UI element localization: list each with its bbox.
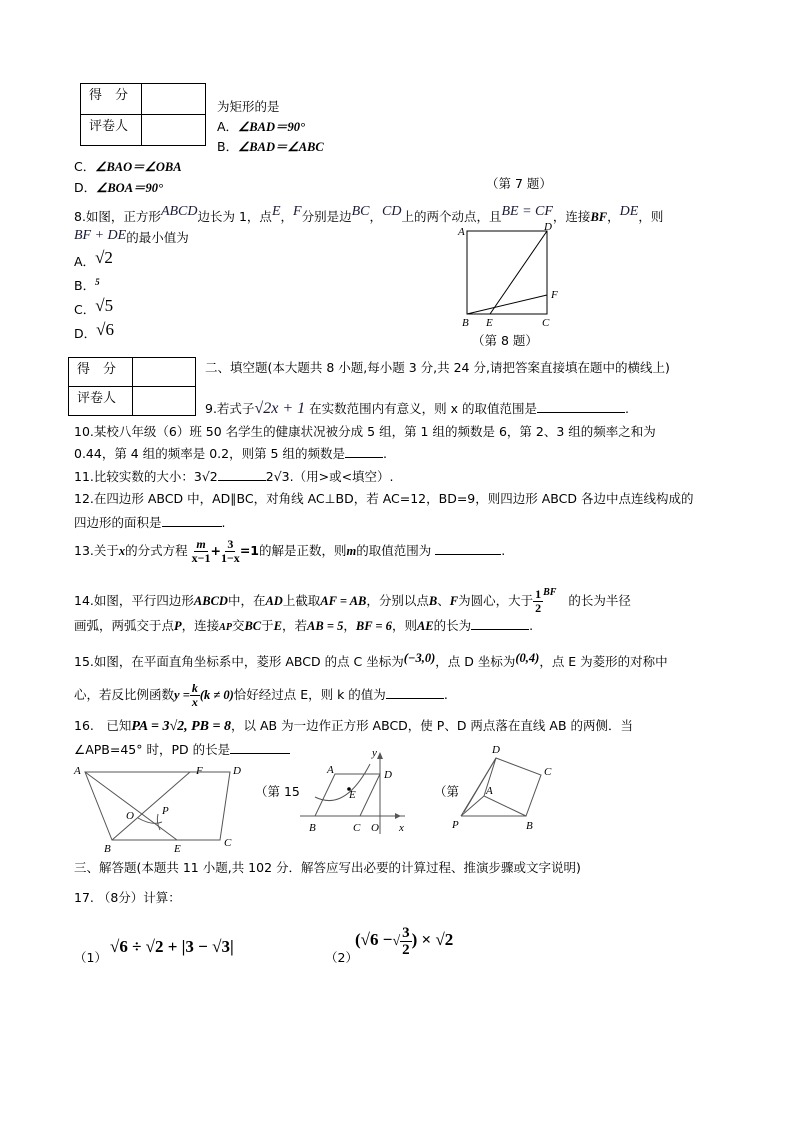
label-B: B: [104, 843, 111, 855]
q12-answer-blank[interactable]: [162, 514, 222, 527]
score-label: 得 分: [81, 84, 142, 115]
label-O: O: [126, 810, 134, 822]
q10-line1: 10.某校八年级（6）班 50 名学生的健康状况被分成 5 组，第 1 组的频数是 6，第 2、3 组的频率之和为: [74, 424, 656, 439]
label-P: P: [452, 819, 459, 831]
section2-heading: 二、填空题(本大题共 8 小题,每小题 3 分,共 24 分,请把答案直接填在题中的横线上): [205, 360, 670, 375]
label-E: E: [486, 317, 493, 329]
q14-line2: 画弧，两弧交于点P，连接AP交BC于E，若AB = 5，BF = 6，则AE的长为 .: [74, 618, 534, 633]
label-C: C: [542, 317, 550, 329]
q16-figure-caption: （第: [434, 784, 460, 799]
q13: 13.关于x的分式方程 $\frac{m}{x-1}$ + $\frac{3}{1-x}$ =1的解是正数，则m的取值范围为 .: [74, 537, 506, 565]
q8-option-c: C．√5: [74, 296, 114, 317]
q12-line1: 12.在四边形 ABCD 中，AD∥BC，对角线 AC⊥BD，若 AC=12，BD=9，则四边形 ABCD 各边中点连线构成的: [74, 491, 694, 506]
q7-stem: 为矩形的是: [217, 99, 280, 114]
label-C: C: [544, 766, 552, 778]
q7-option-d: D．∠BOA＝90°: [74, 180, 164, 195]
label-F: F: [551, 289, 558, 301]
q17-title: 17. （8分）计算：: [74, 890, 181, 905]
q10-answer-blank[interactable]: [345, 445, 383, 458]
label-D: D: [544, 221, 552, 233]
q15-line1: 15.如图，在平面直角坐标系中，菱形 ABCD 的点 C 坐标为(−3,0)，点 D 坐标为(0,4)，点 E 为菱形的对称中: [74, 651, 668, 669]
grader-cell[interactable]: [133, 387, 196, 416]
q9: 9.若式子√2x + 1 在实数范围内有意义，则 x 的取值范围是 .: [205, 400, 629, 417]
q8-option-d: D．√6: [74, 320, 114, 341]
q8-figure-caption: （第 8 题）: [472, 333, 538, 348]
label-D: D: [233, 765, 241, 777]
label-C: C: [353, 822, 361, 834]
q14-figure-parallelogram: [74, 765, 250, 855]
fraction: $\frac{1}{2}$: [535, 587, 542, 615]
q15-figure-rhombus: [300, 747, 410, 837]
q11-answer-blank[interactable]: [218, 468, 266, 481]
q16-answer-blank[interactable]: [230, 741, 290, 754]
q14-answer-blank[interactable]: [471, 617, 529, 630]
q15-answer-blank[interactable]: [386, 686, 444, 699]
q7-option-a: A．∠BAD＝90°: [217, 119, 305, 134]
q16-figure-square: [452, 744, 566, 835]
label-C: C: [224, 837, 232, 849]
fraction: $\frac{3}{1-x}$: [220, 537, 240, 565]
label-A: A: [458, 226, 465, 238]
q16-line2: ∠APB=45° 时，PD 的长是: [74, 741, 290, 758]
label-B: B: [309, 822, 316, 834]
label-A: A: [486, 785, 493, 797]
q15-line2: 心，若反比例函数y = $\frac{k}{x}$ (k ≠ 0)恰好经过点 E，则 k 的值为 .: [74, 681, 448, 709]
label-D: D: [384, 769, 392, 781]
score-label: 得 分: [69, 358, 133, 387]
label-P: P: [162, 805, 169, 817]
label-D: D: [492, 744, 500, 756]
grader-cell[interactable]: [142, 115, 206, 146]
q17-part2-expr: (√6 −√ $\frac{3}{2}$ ) × √2: [355, 924, 454, 958]
q11: 11.比较实数的大小：3√2 2√3.（用>或<填空）.: [74, 469, 394, 484]
label-F: F: [196, 765, 203, 777]
label-A: A: [327, 764, 334, 776]
grader-label: 评卷人: [69, 387, 133, 416]
q7-option-b: B．∠BAD＝∠ABC: [217, 139, 324, 154]
label-A: A: [74, 765, 81, 777]
fraction: $\frac{m}{x-1}$: [191, 537, 211, 565]
grader-label: 评卷人: [81, 115, 142, 146]
label-y: y: [372, 747, 377, 759]
q10-line2: 0.44，第 4 组的频率是 0.2，则第 5 组的频数是 .: [74, 446, 387, 461]
q7-figure-caption: （第 7 题）: [486, 176, 552, 191]
q17-part2-label: （2）: [325, 950, 358, 965]
score-cell[interactable]: [133, 358, 196, 387]
score-table-2: [68, 357, 196, 416]
q8-figure-square: [455, 221, 565, 330]
q7-option-c: C．∠BAO＝∠OBA: [74, 159, 182, 174]
label-B: B: [526, 820, 533, 832]
q17-part1-expr: √6 ÷ √2 + |3 − √3|: [110, 937, 234, 956]
score-cell[interactable]: [142, 84, 206, 115]
q14-line1: 14.如图，平行四边形ABCD中，在AD上截取AF = AB，分别以点B、F为圆心，大于 $\frac{1}{2}$ $^{BF}$ 的长为半径: [74, 587, 631, 615]
label-B: B: [462, 317, 469, 329]
q8-option-a: A．√2: [74, 248, 113, 269]
section3-heading: 三、解答题(本题共 11 小题,共 102 分．解答应写出必要的计算过程、推演步骤或文字说明): [74, 860, 581, 875]
score-table-1: [80, 83, 206, 146]
q17-part1-label: （1）: [74, 950, 107, 965]
q8-line1: 8.如图，正方形ABCD边长为 1，点E，F分别是边BC，CD上的两个动点，且BE = CF，连接BF，DE，则: [74, 204, 664, 224]
q9-answer-blank[interactable]: [537, 400, 625, 413]
q15-figure-caption: （第 15: [255, 784, 300, 799]
label-E: E: [349, 789, 356, 801]
q8-line2: BF + DE的最小值为: [74, 228, 189, 245]
fraction: $\frac{k}{x}$: [191, 681, 198, 709]
label-O: O: [371, 822, 379, 834]
q8-option-b: B．$^5$: [74, 277, 100, 293]
q13-answer-blank[interactable]: [435, 542, 501, 555]
label-x: x: [399, 822, 404, 834]
q16-line1: 16. 已知PA = 3√2, PB = 8，以 AB 为一边作正方形 ABCD，使 P、D 两点落在直线 AB 的两侧．当: [74, 718, 633, 734]
q12-line2: 四边形的面积是 .: [74, 515, 226, 530]
label-E: E: [174, 843, 181, 855]
